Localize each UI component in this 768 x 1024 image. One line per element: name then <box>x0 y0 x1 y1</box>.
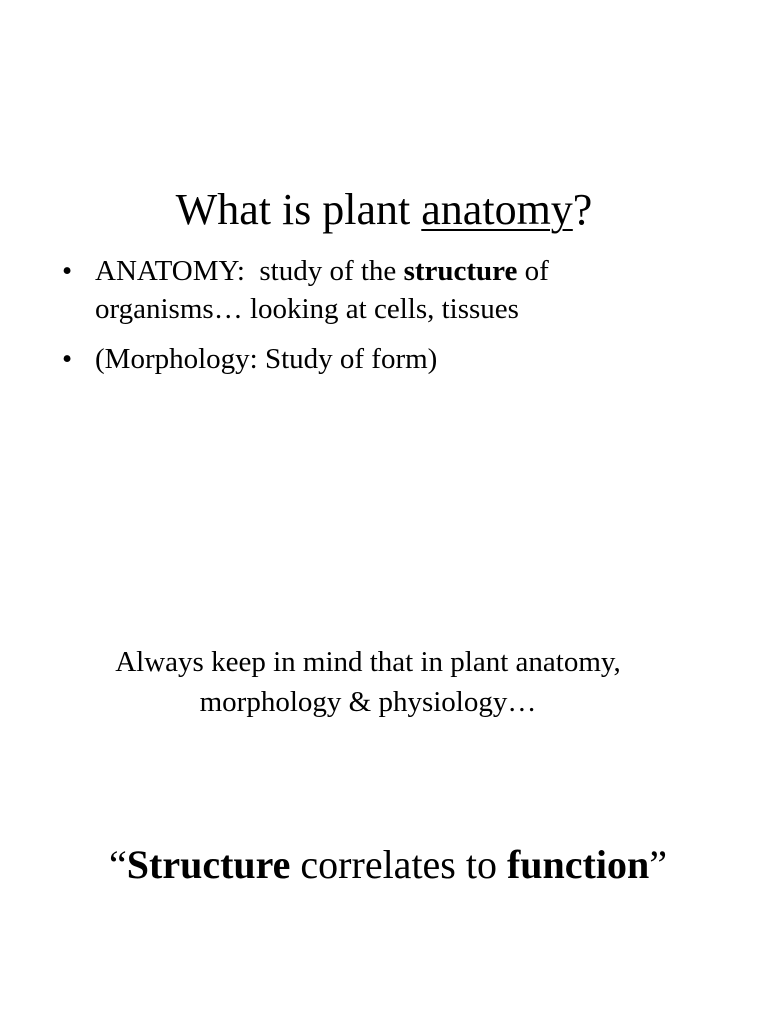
bullet-item-morphology <box>62 340 702 378</box>
bullet-marker: • <box>62 255 73 287</box>
bullet-text: (Morphology: Study of form) <box>95 343 438 375</box>
reminder-note <box>0 642 736 722</box>
title-underlined-word: anatomy <box>421 185 573 234</box>
title-suffix: ? <box>572 185 593 234</box>
quote-close-mark: ” <box>649 842 667 887</box>
bullet-item-anatomy <box>62 252 702 328</box>
slide-title <box>0 184 768 236</box>
note-line-2: morphology & physiology… <box>199 686 537 718</box>
bullet-marker: • <box>62 343 73 375</box>
bullet-text-post: of <box>517 255 549 287</box>
quote-bold-structure: Structure <box>126 842 291 887</box>
quote-bold-function: function <box>506 842 650 887</box>
bullet-text-pre: ANATOMY: study of the <box>95 255 404 287</box>
bullet-text-line2: organisms… looking at cells, tissues <box>95 293 519 325</box>
note-line-1: Always keep in mind that in plant anatomy, <box>115 646 621 678</box>
quote-middle: correlates to <box>290 842 507 887</box>
key-quote <box>0 839 768 891</box>
bullet-list <box>62 252 702 390</box>
title-prefix: What is plant <box>175 185 422 234</box>
quote-open-mark: “ <box>108 842 127 887</box>
bullet-text-bold: structure <box>403 255 518 287</box>
